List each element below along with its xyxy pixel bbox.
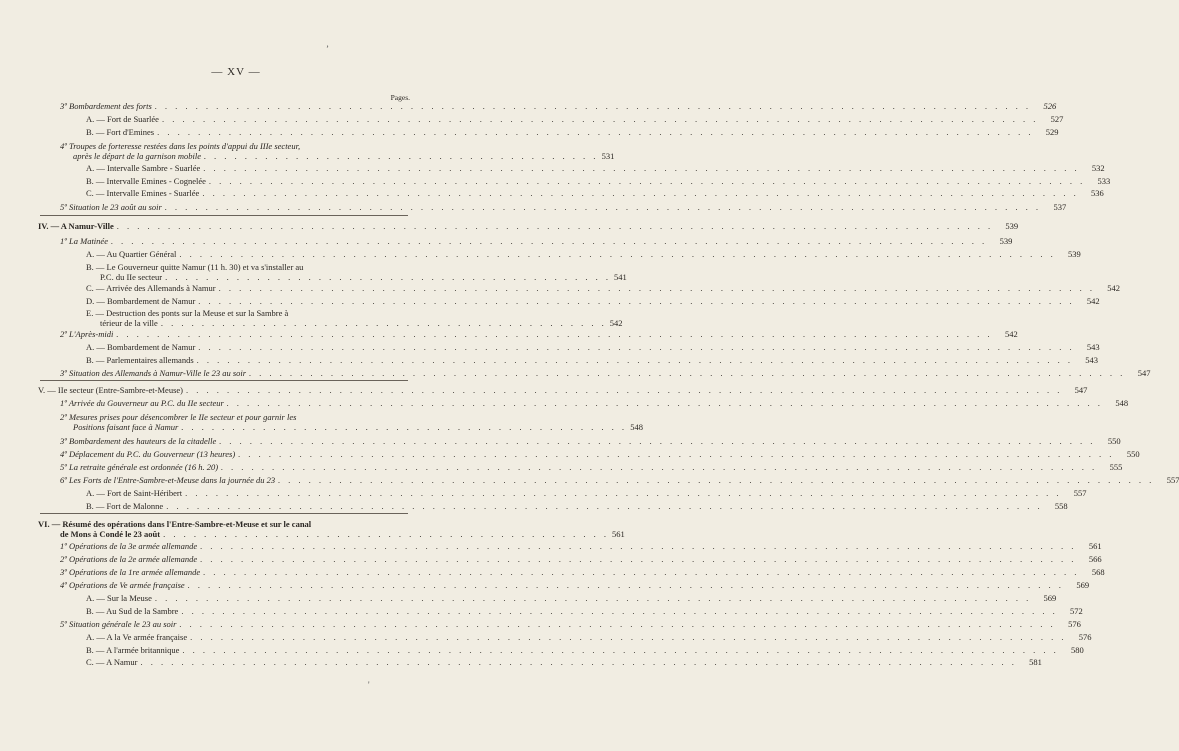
toc-entry: B. — Intervalle Emines - Cognelée . . . 533 [86, 176, 405, 186]
toc-entry: 6º Les Forts de l'Entre-Sambre-et-Meuse dans la journée du 23 . . . 557 [60, 475, 405, 485]
toc-entry: B. — Fort d'Emines . . . 529 [86, 127, 405, 137]
toc-entry: D. — Bombardement de Namur . . . 542 [86, 296, 405, 306]
toc-entry: B. — Au Sud de la Sambre . . . 572 [86, 606, 405, 616]
section-divider [40, 215, 408, 216]
toc-entry-multiline: 2º Mesures prises pour désencombrer le IIe secteur et pour garnir les Positions faisant face à Namur . . . . . . . . . . . . . . . . . . . . . . . . . . . . . . . . . . . . . . . . . . . . 548 [60, 412, 643, 432]
toc-entry: 5º La retraite générale est ordonnée (16 h. 20) . . . 555 [60, 462, 405, 472]
toc-entry: 2º Opérations de la 2e armée allemande . . . 566 [60, 554, 405, 564]
toc-entry: C. — Arrivée des Allemands à Namur . . . 542 [86, 283, 405, 293]
toc-entry: B. — Fort de Malonne . . . 558 [86, 501, 405, 511]
toc-entry: A. — Fort de Saint-Héribert . . . 557 [86, 488, 405, 498]
toc-entry: 5º Situation le 23 août au soir . . . 537 [60, 202, 405, 212]
toc-entry: A. — Sur la Meuse . . . 569 [86, 593, 405, 603]
toc-entry-multiline: B. — Le Gouverneur quitte Namur (11 h. 30) et va s'installer au P.C. du IIe secteur . . . . . . . . . . . . . . . . . . . . . . . . . . . . . . . . . . . . . . . . . . . . 541 [86, 262, 627, 282]
toc-entry: B. — Parlementaires allemands . . . 543 [86, 355, 405, 365]
toc-entry: B. — A l'armée britannique . . . 580 [86, 645, 405, 655]
page-header-number: — XV — [211, 66, 261, 78]
section-divider [40, 380, 408, 381]
toc-entry: 2º L'Après-midi . . . 542 [60, 329, 405, 339]
stray-mark: ’ [326, 44, 329, 54]
toc-entry: 3º Bombardement des hauteurs de la citadelle . . . 550 [60, 436, 405, 446]
toc-entry: 1º Opérations de la 3e armée allemande . . . 561 [60, 541, 405, 551]
pages-column-label: Pages. [390, 93, 410, 102]
toc-entry: 5º Situation générale le 23 au soir . . . 576 [60, 619, 405, 629]
section-divider [40, 513, 408, 514]
toc-entry: C. — Intervalle Emines - Suarlée . . . 536 [86, 188, 405, 198]
toc-entry: 4º Opérations de Ve armée française . . . 569 [60, 580, 405, 590]
toc-entry: A. — Intervalle Sambre - Suarlée . . . 532 [86, 163, 405, 173]
toc-entry: 1º Arrivée du Gouverneur au P.C. du IIe secteur . . . 548 [60, 398, 405, 408]
toc-entry: 3º Bombardement des forts . . . 526 [60, 101, 405, 111]
toc-section-heading-multiline: VI. — Résumé des opérations dans l'Entre-Sambre-et-Meuse et sur le canal de Mons à Condé le 23 août . . . . . . . . . . . . . . . . . . . . . . . . . . . . . . . . . . . . . . . . . . . . 561 [38, 519, 625, 539]
toc-entry: A. — Bombardement de Namur . . . 543 [86, 342, 405, 352]
toc-entry-multiline: E. — Destruction des ponts sur la Meuse et sur la Sambre à térieur de la ville . . . . . . . . . . . . . . . . . . . . . . . . . . . . . . . . . . . . . . . . . . . . 542 [86, 308, 623, 328]
toc-entry: A. — Fort de Suarlée . . . 527 [86, 114, 405, 124]
toc-entry: 3º Opérations de la 1re armée allemande . . . 568 [60, 567, 405, 577]
toc-entry: A. — A la Ve armée française . . . 576 [86, 632, 405, 642]
toc-section-heading: IV. — A Namur-Ville . . . 539 [38, 221, 405, 231]
toc-entry: 3º Situation des Allemands à Namur-Ville le 23 au soir . . . 547 [60, 368, 405, 378]
toc-section-heading: V. — IIe secteur (Entre-Sambre-et-Meuse) . . . 547 [38, 385, 405, 395]
toc-entry: A. — Au Quartier Général . . . 539 [86, 249, 405, 259]
toc-entry: 4º Déplacement du P.C. du Gouverneur (13 heures) . . . 550 [60, 449, 405, 459]
toc-entry: C. — A Namur . . . 581 [86, 657, 405, 667]
stray-mark: ' [368, 680, 370, 690]
toc-entry: 1º La Matinée . . . 539 [60, 236, 405, 246]
toc-entry-multiline: 4º Troupes de forteresse restées dans les points d'appui du IIIe secteur, après le départ de la garnison mobile . . . . . . . . . . . . . . . . . . . . . . . . . . . . . . . . . . . . . . . 531 [60, 141, 615, 161]
